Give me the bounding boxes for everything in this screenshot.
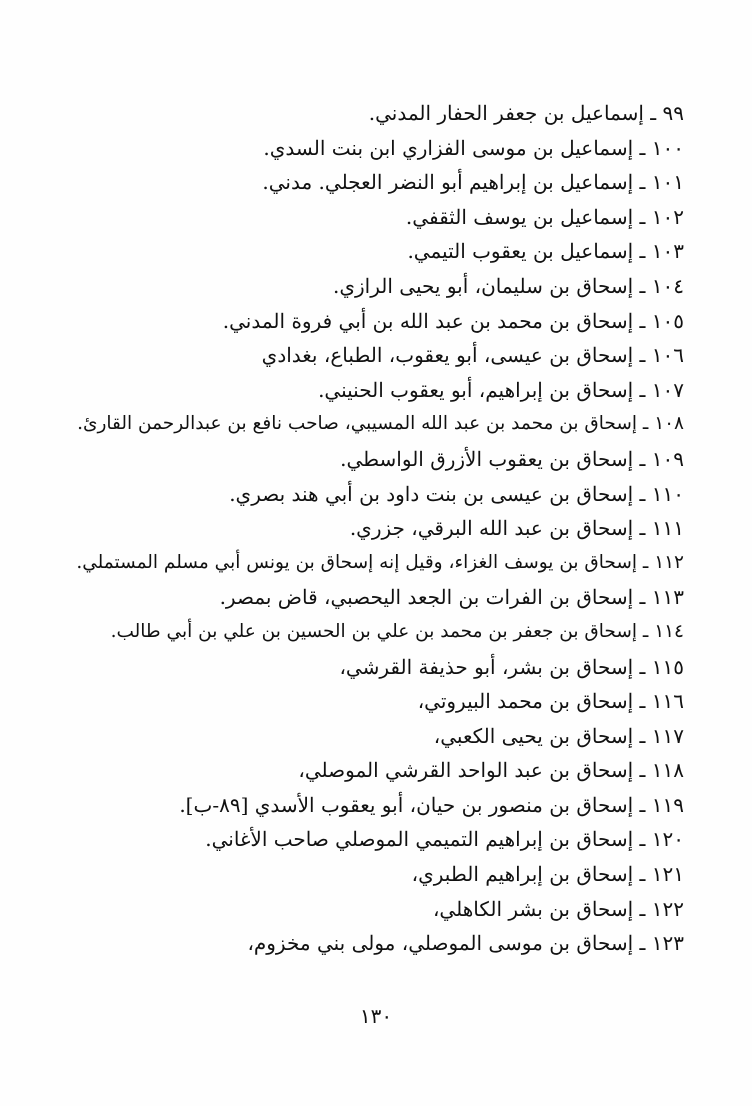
list-item: ١٠١ ـ إسماعيل بن إبراهيم أبو النضر العجلي. مدني. [262,170,684,195]
list-item: ١٠٠ ـ إسماعيل بن موسى الفزاري ابن بنت السدي. [263,135,684,160]
list-item: ١١٧ ـ إسحاق بن يحيى الكعبي، [433,723,684,748]
list-item: ١٢١ ـ إسحاق بن إبراهيم الطبري، [411,862,684,887]
page-number: ١٣٠ [359,1004,393,1028]
list-item: ١٢٠ ـ إسحاق بن إبراهيم التميمي الموصلي صاحب الأغاني. [205,827,684,852]
narrator-list [0,96,752,961]
list-item: ١١٤ ـ إسحاق بن جعفر بن محمد بن علي بن الحسين بن علي بن أبي طالب. [110,620,684,642]
list-item: ١٠٢ ـ إسماعيل بن يوسف الثقفي. [405,204,684,229]
list-item: ١١٨ ـ إسحاق بن عبد الواحد القرشي الموصلي، [298,758,684,783]
list-item: ١٠٩ ـ إسحاق بن يعقوب الأزرق الواسطي. [340,446,684,471]
list-item: ١٠٨ ـ إسحاق بن محمد بن عبد الله المسيبي، صاحب نافع بن عبدالرحمن القارئ. [77,413,684,435]
list-item: ١٠٤ ـ إسحاق بن سليمان، أبو يحيى الرازي. [333,273,684,298]
list-item: ١١٩ ـ إسحاق بن منصور بن حيان، أبو يعقوب الأسدي [٨٩-ب]. [179,792,684,817]
list-item: ١٠٧ ـ إسحاق بن إبراهيم، أبو يعقوب الحنيني. [318,377,684,402]
list-item: ٩٩ ـ إسماعيل بن جعفر الحفار المدني. [368,101,684,125]
list-item: ١١٢ ـ إسحاق بن يوسف الغزاء، وقيل إنه إسحاق بن يونس أبي مسلم المستملي. [76,551,684,573]
list-item: ١٢٢ ـ إسحاق بن بشر الكاهلي، [432,896,684,921]
list-item: ١١١ ـ إسحاق بن عبد الله البرقي، جزري. [349,516,684,541]
list-item: ١٠٣ ـ إسماعيل بن يعقوب التيمي. [407,239,684,264]
list-item: ١٠٦ ـ إسحاق بن عيسى، أبو يعقوب، الطباع، بغدادي [261,343,684,368]
list-item: ١١٠ ـ إسحاق بن عيسى بن بنت داود بن أبي هند بصري. [229,481,684,506]
list-item: ١١٦ ـ إسحاق بن محمد البيروتي، [417,689,684,714]
list-item: ١٠٥ ـ إسحاق بن محمد بن عبد الله بن أبي فروة المدني. [222,308,684,333]
list-item: ١١٥ ـ إسحاق بن بشر، أبو حذيفة القرشي، [339,654,684,679]
list-item: ١٢٣ ـ إسحاق بن موسى الموصلي، مولى بني مخزوم، [247,931,684,956]
list-item: ١١٣ ـ إسحاق بن الفرات بن الجعد اليحصبي، قاض بمصر. [219,585,684,610]
